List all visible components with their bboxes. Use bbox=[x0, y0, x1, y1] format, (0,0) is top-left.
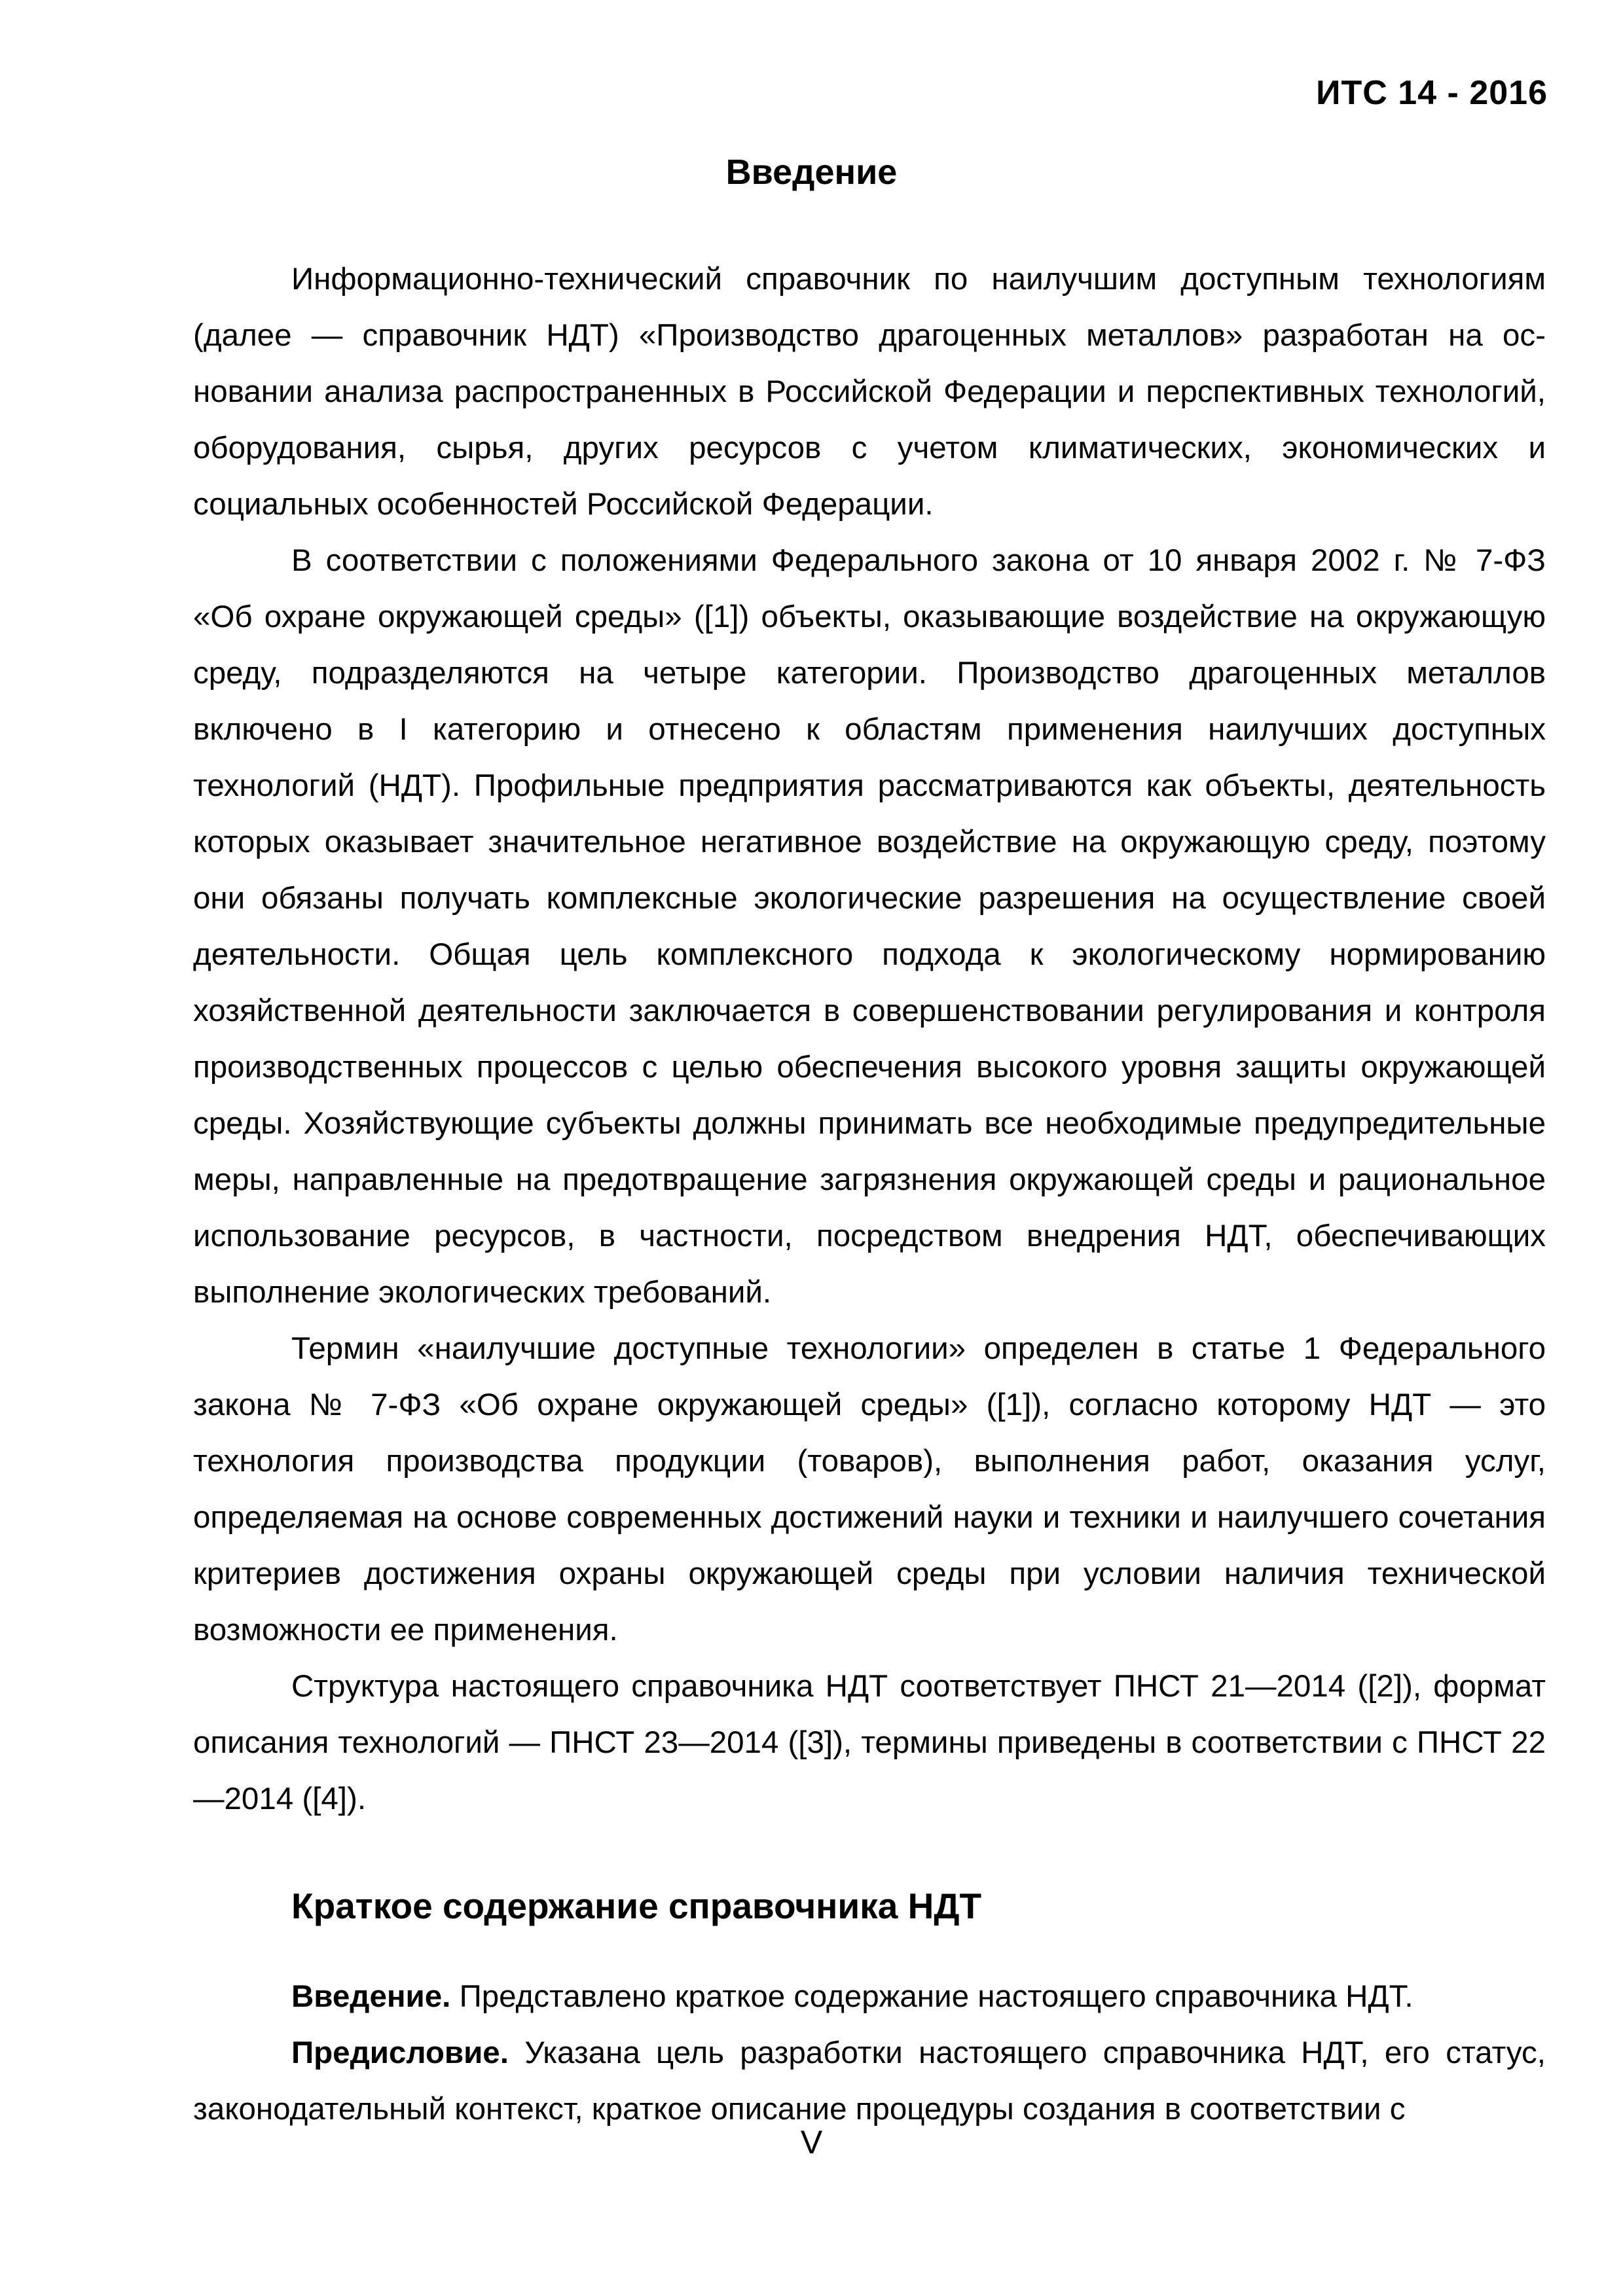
intro-paragraph-3: Термин «наилучшие доступные технологии» определен в статье 1 Федерального закона № 7-ФЗ «Об охране окружающей среды» ([1]), согласно которому НДТ — это технология производства продукции (товаров), выполнения работ, оказания услуг, определяемая на основе современных достижений науки и техники и наилучшего сочетания критериев достижения охраны окружающей среды при условии наличия технической возможности ее применения. bbox=[193, 1331, 1546, 1647]
page-title: Введение bbox=[725, 152, 898, 192]
summary-item-text: Представлено краткое содержание настоящего справочника НДТ. bbox=[459, 1979, 1413, 2014]
summary-item-term: Предисловие. bbox=[291, 2036, 509, 2070]
intro-paragraph-4: Структура настоящего справочника НДТ соответствует ПНСТ 21—2014 ([2]), формат описания технологий — ПНСТ 23—2014 ([3]), термины приведены в соответствии с ПНСТ 22—2014 ([4]). bbox=[193, 1669, 1546, 1816]
document-code: ИТС 14 - 2016 bbox=[1316, 74, 1548, 112]
summary-item-term: Введение. bbox=[291, 1979, 451, 2014]
intro-paragraph-2: В соответствии с положениями Федерального закона от 10 января 2002 г. № 7-ФЗ «Об охране окружающей среды» ([1]) объекты, оказывающие воздействие на окружающую среду, подразделяются на четыре категории. Производство драгоценных металлов включено в I категорию и отнесено к областям применения наилучших доступных технологий (НДТ). Профильные предприятия рассматриваются как объекты, деятельность которых оказывает значительное негативное воздействие на окружающую среду, поэтому они обязаны получать комплексные экологические разрешения на осуществление своей деятельности. Общая цель комплексного подхода к экологическому нормированию хозяйственной деятельности заключается в совершенствовании регулирования и контроля производственных процессов с целью обеспечения высокого уровня защиты окружающей среды. Хозяйствующие субъекты должны принимать все необходимые предупредительные меры, направленные на предотвращение загрязнения окружающей среды и рациональное использование ресурсов, в частности, посредством внедрения НДТ, обеспечивающих выполнение экологических требований. bbox=[193, 543, 1546, 1310]
intro-paragraph-1: Информационно-технический справочник по наилучшим доступным технологиям (далее — справочник НДТ) «Производство драгоценных металлов» разработан на основании анализа распространенных в Российской Федерации и перспективных технологий, оборудования, сырья, других ресурсов с учетом климатических, экономических и социальных особенностей Российской Федерации. bbox=[193, 262, 1546, 522]
page-number: V bbox=[800, 2124, 823, 2161]
summary-item-preface bbox=[193, 2025, 1546, 2138]
introduction-section bbox=[193, 251, 1546, 1827]
summary-title: Краткое содержание справочника НДТ bbox=[291, 1886, 982, 1926]
summary-item-text: Указана цель разработки настоящего справочника НДТ, его статус, законодательный контекст, краткое описание процедуры создания в соответствии с bbox=[193, 2036, 1546, 2126]
summary-section bbox=[193, 1969, 1546, 2138]
summary-item-introduction bbox=[193, 1969, 1546, 2025]
